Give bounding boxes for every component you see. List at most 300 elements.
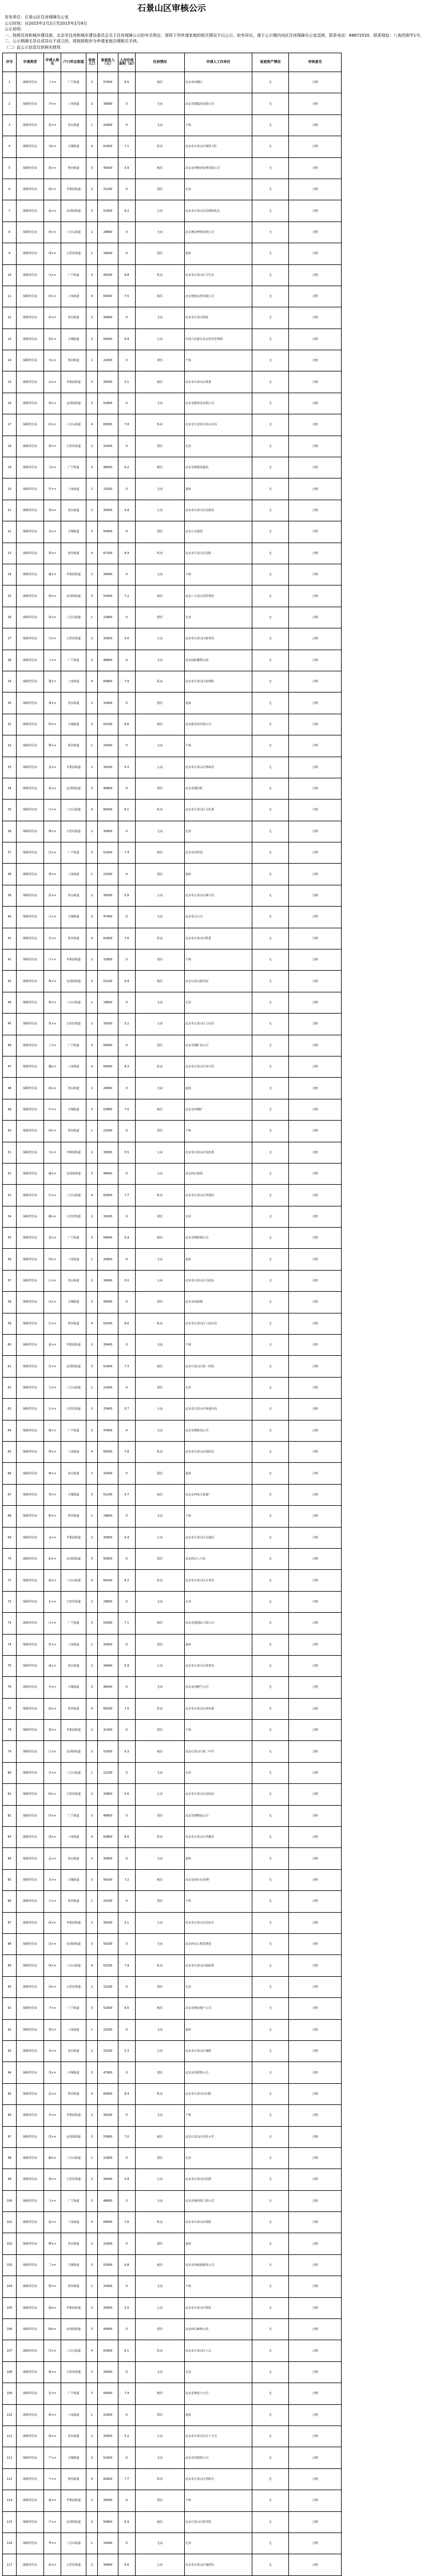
table-cell: 北京石景山区第二中学 [185,1741,252,1762]
table-cell: 金顶街街道 [61,778,86,799]
table-cell: 3 [86,1869,98,1890]
table-cell: 无 [252,179,289,200]
table-cell: 合格 [289,200,342,221]
table-cell: 古城街道 [61,1677,86,1698]
table-cell: 32800 [98,949,118,971]
table-cell: 刘×× [44,136,61,157]
table-cell: 北京市石景山区民政局 [185,500,252,521]
table-cell: 0 [118,393,136,414]
table-cell: 无 [252,2190,289,2211]
table-cell: 无房 [136,2533,185,2554]
table-row [3,1869,342,1890]
table-cell: 北京市石景山区审计局 [185,1056,252,1077]
table-cell: 借住 [136,350,185,371]
table-cell: 合格 [289,371,342,393]
table-cell: 私房 [136,414,185,436]
table-cell: 3 [86,457,98,478]
table-cell: 5.0 [118,1270,136,1291]
table-cell: 八角街道 [61,286,86,307]
table-cell: 保障性住房 [17,1484,44,1505]
table-cell: 无 [252,2147,289,2169]
table-cell: 65000 [98,1442,118,1463]
table-cell: 五里坨街道 [61,243,86,264]
table-cell: 租住 [136,2254,185,2276]
table-cell: 保障性住房 [17,1976,44,1997]
table-cell: 退休 [185,1078,252,1099]
table-row [3,671,342,692]
table-cell: 20400 [98,2276,118,2297]
table-cell: 113 [3,2468,17,2490]
table-cell: 保障性住房 [17,329,44,350]
table-cell: 无 [252,1955,289,1976]
table-cell: 2 [86,307,98,329]
table-cell: 2 [86,2490,98,2511]
table-cell: 无 [252,1163,289,1184]
table-cell: 49000 [98,1292,118,1313]
table-cell: 私房 [136,264,185,286]
table-cell: 北京市石景山区水务局 [185,1570,252,1591]
table-cell: 保障性住房 [17,521,44,543]
table-cell: 4 [86,2212,98,2233]
table-cell: 保障性住房 [17,1099,44,1120]
table-cell: 北京石景山游乐园 [185,971,252,992]
table-cell: 33800 [98,1784,118,1805]
table-cell: 个体 [185,949,252,971]
table-cell: 0 [118,1634,136,1655]
table-cell: 合格 [289,757,342,778]
table-cell: 无业 [185,1591,252,1612]
table-cell: 保障性住房 [17,585,44,607]
table-cell: 19800 [98,992,118,1013]
table-cell: 保障性住房 [17,1313,44,1334]
table-cell: 3 [86,2447,98,2468]
table-cell: 无业 [185,179,252,200]
table-cell: 保障性住房 [17,72,44,93]
table-cell: 租住 [136,1099,185,1120]
table-cell: 无 [252,1677,289,1698]
table-row [3,264,342,286]
table-cell: 个体 [185,735,252,757]
table-cell: 2 [86,821,98,842]
table-cell: 苹果园街道 [61,2490,86,2511]
table-cell: 3 [86,1805,98,1826]
table-row [3,1891,342,1912]
table-cell: 陈×× [44,157,61,179]
table-cell: 49 [3,1099,17,1120]
table-cell: 广宁街道 [61,1805,86,1826]
table-cell: 6.8 [118,264,136,286]
table-cell: 五里坨街道 [61,1976,86,1997]
table-cell: 0 [118,2147,136,2169]
table-cell: 1 [86,735,98,757]
table-cell: 46 [3,1035,17,1056]
table-cell: 61 [3,1356,17,1377]
table-row [3,457,342,478]
table-row [3,114,342,136]
table-cell: 0 [118,1677,136,1698]
table-row [3,1548,342,1569]
table-cell: 51200 [98,1484,118,1505]
table-cell: 1 [86,864,98,885]
table-cell: 74 [3,1634,17,1655]
table-row [3,350,342,371]
table-row [3,329,342,350]
table-cell: 无业 [185,607,252,628]
table-cell: 合格 [289,1548,342,1569]
table-cell: 合格 [289,114,342,136]
table-cell: 54400 [98,2383,118,2404]
table-cell: 高×× [44,371,61,393]
table-cell: 1 [86,1249,98,1270]
table-cell: 私房 [136,1698,185,1719]
table-cell: 52600 [98,2254,118,2276]
column-header: 人均住房面积（㎡） [118,53,136,72]
table-cell: 29800 [98,1078,118,1099]
table-cell: 合格 [289,264,342,286]
table-cell: 鲁谷街道 [61,928,86,949]
table-cell: 64800 [98,671,118,692]
table-row [3,243,342,264]
table-cell: 46800 [98,650,118,671]
table-cell: 合格 [289,1163,342,1184]
table-cell: 保障性住房 [17,2297,44,2318]
table-cell: 无 [252,2554,289,2575]
table-cell: 1 [86,2147,98,2169]
table-cell: 3 [86,1356,98,1377]
table-cell: 北京京西宾馆 [185,842,252,864]
table-cell: 北京首钢建设集团 [185,457,252,478]
table-cell: 邓×× [44,778,61,799]
table-row [3,992,342,1013]
table-cell: 合格 [289,1014,342,1035]
table-cell: 公房 [136,1142,185,1163]
table-cell: 借住 [136,607,185,628]
table-cell: 无房 [136,1762,185,1783]
table-cell: 保障性住房 [17,264,44,286]
table-cell: 7.9 [118,1955,136,1976]
table-cell: 无 [252,971,289,992]
table-cell: 保障性住房 [17,607,44,628]
table-cell: 无 [252,1912,289,1933]
table-cell: 106 [3,2319,17,2340]
table-cell: 无 [252,2383,289,2404]
table-cell: 4 [86,928,98,949]
table-cell: 无 [252,1484,289,1505]
table-cell: 79 [3,1741,17,1762]
table-cell: 合格 [289,500,342,521]
table-cell: 1 [86,350,98,371]
table-cell: 1 [86,1762,98,1783]
table-cell: 余×× [44,1142,61,1163]
table-cell: 0 [118,350,136,371]
table-cell: 无 [252,1998,289,2019]
table-cell: 0 [118,2490,136,2511]
table-cell: 合格 [289,735,342,757]
table-row [3,1591,342,1612]
table-cell: 保障性住房 [17,543,44,564]
table-cell: 董×× [44,671,61,692]
table-cell: 公房 [136,757,185,778]
table-cell: 合格 [289,1056,342,1077]
table-cell: 无 [252,72,289,93]
table-cell: 7.2 [118,585,136,607]
table-cell: 39 [3,885,17,906]
table-cell: 30600 [98,821,118,842]
table-cell: 古城街道 [61,1099,86,1120]
table-row [3,1848,342,1869]
table-cell: 75 [3,1655,17,1676]
table-cell: 51 [3,1142,17,1163]
table-cell: 林×× [44,393,61,414]
table-cell: 苹果园街道 [61,757,86,778]
table-cell: 30200 [98,2105,118,2126]
table-cell: 104 [3,2276,17,2297]
table-cell: 2 [86,1206,98,1227]
table-cell: 北京首钢环境工程公司 [185,2190,252,2211]
table-cell: 广宁街道 [61,2190,86,2211]
table-cell: 苹果园街道 [61,2105,86,2126]
table-row [3,800,342,821]
table-cell: 5.1 [118,1912,136,1933]
table-cell: 18000 [98,243,118,264]
table-cell: 无 [252,693,289,714]
table-cell: 93 [3,2040,17,2061]
table-cell: 保障性住房 [17,2490,44,2511]
table-cell: 3 [86,2383,98,2404]
table-cell: 无房 [136,2276,185,2297]
table-cell: 103 [3,2254,17,2276]
table-cell: 1 [86,478,98,500]
table-row [3,2490,342,2511]
table-cell: 合格 [289,2105,342,2126]
table-cell: 合格 [289,2468,342,2490]
table-row [3,136,342,157]
table-cell: 杨×× [44,179,61,200]
table-cell: 65 [3,1442,17,1463]
table-cell: 35200 [98,1912,118,1933]
table-cell: 6.3 [118,1741,136,1762]
table-cell: 合格 [289,1891,342,1912]
table-cell: 7.6 [118,928,136,949]
table-cell: 借住 [136,243,185,264]
table-cell: 鲁谷街道 [61,1506,86,1527]
table-cell: 53600 [98,2126,118,2147]
table-cell: 租住 [136,72,185,93]
table-cell: 3 [3,114,17,136]
table-row [3,2404,342,2425]
table-cell: 合格 [289,2212,342,2233]
table-cell: 2 [86,2361,98,2383]
table-cell: 4 [86,136,98,157]
table-row [3,1185,342,1206]
table-cell: 保障性住房 [17,2105,44,2126]
table-cell: 樊×× [44,2233,61,2254]
table-cell: 合格 [289,179,342,200]
table-cell: 112 [3,2447,17,2468]
table-cell: 五里坨街道 [61,2554,86,2575]
table-cell: 15 [3,371,17,393]
table-cell: 5.5 [118,1142,136,1163]
table-cell: 薛×× [44,1078,61,1099]
table-cell: 8.0 [118,1313,136,1334]
table-cell: 99 [3,2169,17,2190]
table-cell: 0 [118,1976,136,1997]
table-cell: 北京市石景山区商务委 [185,1698,252,1719]
table-cell: 3 [86,1933,98,1954]
table-cell: 罗×× [44,478,61,500]
table-cell: 鲁谷街道 [61,157,86,179]
table-cell: 32 [3,735,17,757]
table-cell: 无 [252,264,289,286]
table-cell: 苏×× [44,928,61,949]
table-cell: 20600 [98,1634,118,1655]
table-cell: 五里坨街道 [61,1784,86,1805]
table-cell: 北京市石景山区交通局 [185,1527,252,1548]
table-cell: 无房 [136,1420,185,1441]
table-cell: 6.6 [118,714,136,735]
table-cell: 1 [86,2276,98,2297]
table-cell: 姜×× [44,1335,61,1356]
table-cell: 2 [86,564,98,585]
table-cell: 59 [3,1313,17,1334]
table-cell: 0 [118,2404,136,2425]
table-cell: 34200 [98,757,118,778]
table-cell: 公房 [136,1912,185,1933]
table-cell: 1 [86,1634,98,1655]
table-cell: 无 [252,2212,289,2233]
table-row [3,93,342,114]
table-cell: 金顶街街道 [61,1548,86,1569]
table-cell: 保障性住房 [17,1420,44,1441]
table-cell: 2 [86,949,98,971]
meta-line: （二）此公示信息仅供核实使用 [5,45,61,50]
table-cell: 保障性住房 [17,2319,44,2340]
table-cell: 21600 [98,350,118,371]
table-cell: 86 [3,1891,17,1912]
table-cell: 30400 [98,1335,118,1356]
table-cell: 60 [3,1335,17,1356]
table-cell: 北京市西城区 [185,72,252,93]
table-cell: 合格 [289,2126,342,2147]
table-row [3,2554,342,2575]
table-cell: 3 [86,585,98,607]
table-cell: 3 [86,1292,98,1313]
table-cell: 0 [118,1078,136,1099]
table-cell: 老山街道 [61,2233,86,2254]
table-cell: 3 [86,2319,98,2340]
table-cell: 退休 [185,1249,252,1270]
table-cell: 邹×× [44,1484,61,1505]
table-cell: 无 [252,1784,289,1805]
table-cell: 保障性住房 [17,1998,44,2019]
table-cell: 尹×× [44,1998,61,2019]
table-cell: 91 [3,1998,17,2019]
table-cell: 公房 [136,2554,185,2575]
table-cell: 退休 [185,2404,252,2425]
table-cell: 0 [118,2533,136,2554]
table-cell: 汪×× [44,1270,61,1291]
table-cell: 北京市石景山区财政局 [185,757,252,778]
table-cell: 4 [86,1570,98,1591]
table-cell: 老山街道 [61,1270,86,1291]
table-cell: 合格 [289,221,342,243]
table-row [3,2083,342,2104]
table-cell: 63200 [98,1313,118,1334]
table-row [3,693,342,714]
table-cell: 0 [118,564,136,585]
table-cell: 北京市石景山区老龄办 [185,2468,252,2490]
table-cell: 无 [252,1356,289,1377]
table-cell: 合格 [289,1206,342,1227]
table-cell: 36 [3,821,17,842]
table-cell: 金顶街街道 [61,971,86,992]
table-cell: 鲁谷街道 [61,350,86,371]
table-row [3,157,342,179]
table-cell: 合格 [289,1677,342,1698]
table-cell: 2 [86,2554,98,2575]
table-cell: 62600 [98,2468,118,2490]
table-row [3,414,342,436]
column-header: 家庭收入（元） [98,53,118,72]
table-cell: 合格 [289,2511,342,2533]
table-cell: 古城街道 [61,521,86,543]
table-row [3,393,342,414]
table-cell: 徐×× [44,286,61,307]
table-cell: 借住 [136,2233,185,2254]
table-cell: 沈×× [44,842,61,864]
table-cell: 借住 [136,778,185,799]
table-cell: 29600 [98,1591,118,1612]
table-cell: 鲁谷街道 [61,1313,86,1334]
table-cell: 合格 [289,628,342,650]
table-cell: 2 [3,93,17,114]
table-cell: 合格 [289,1399,342,1420]
table-cell: 保障性住房 [17,1185,44,1206]
table-cell: 8.4 [118,2083,136,2104]
table-row [3,200,342,221]
table-cell: 50 [3,1121,17,1142]
table-cell: 22000 [98,1121,118,1142]
table-cell: 北京京西商城 [185,1292,252,1313]
table-cell: 租住 [136,971,185,992]
table-cell: 62200 [98,1955,118,1976]
table-cell: 无 [252,436,289,457]
table-cell: 北京京能热电有限公司 [185,393,252,414]
table-cell: 无 [252,1591,289,1612]
table-cell: 保障性住房 [17,757,44,778]
table-cell: 合格 [289,93,342,114]
table-row [3,885,342,906]
table-cell: 胡×× [44,329,61,350]
table-cell: 广宁街道 [61,1420,86,1441]
table-cell: 1 [86,992,98,1013]
table-cell: 6.9 [118,971,136,992]
table-cell: 40 [3,907,17,928]
table-cell: 金顶街街道 [61,2319,86,2340]
table-cell: 租住 [136,585,185,607]
table-cell: 30000 [98,371,118,393]
table-row [3,1228,342,1249]
table-cell: 35400 [98,500,118,521]
table-cell: 49600 [98,1805,118,1826]
table-cell: 0 [118,93,136,114]
table-cell: 吴×× [44,264,61,286]
table-cell: 7.8 [118,414,136,436]
table-cell: 0 [118,1420,136,1441]
table-cell: 无房 [136,307,185,329]
table-row [3,1912,342,1933]
table-cell: 无房 [136,992,185,1013]
